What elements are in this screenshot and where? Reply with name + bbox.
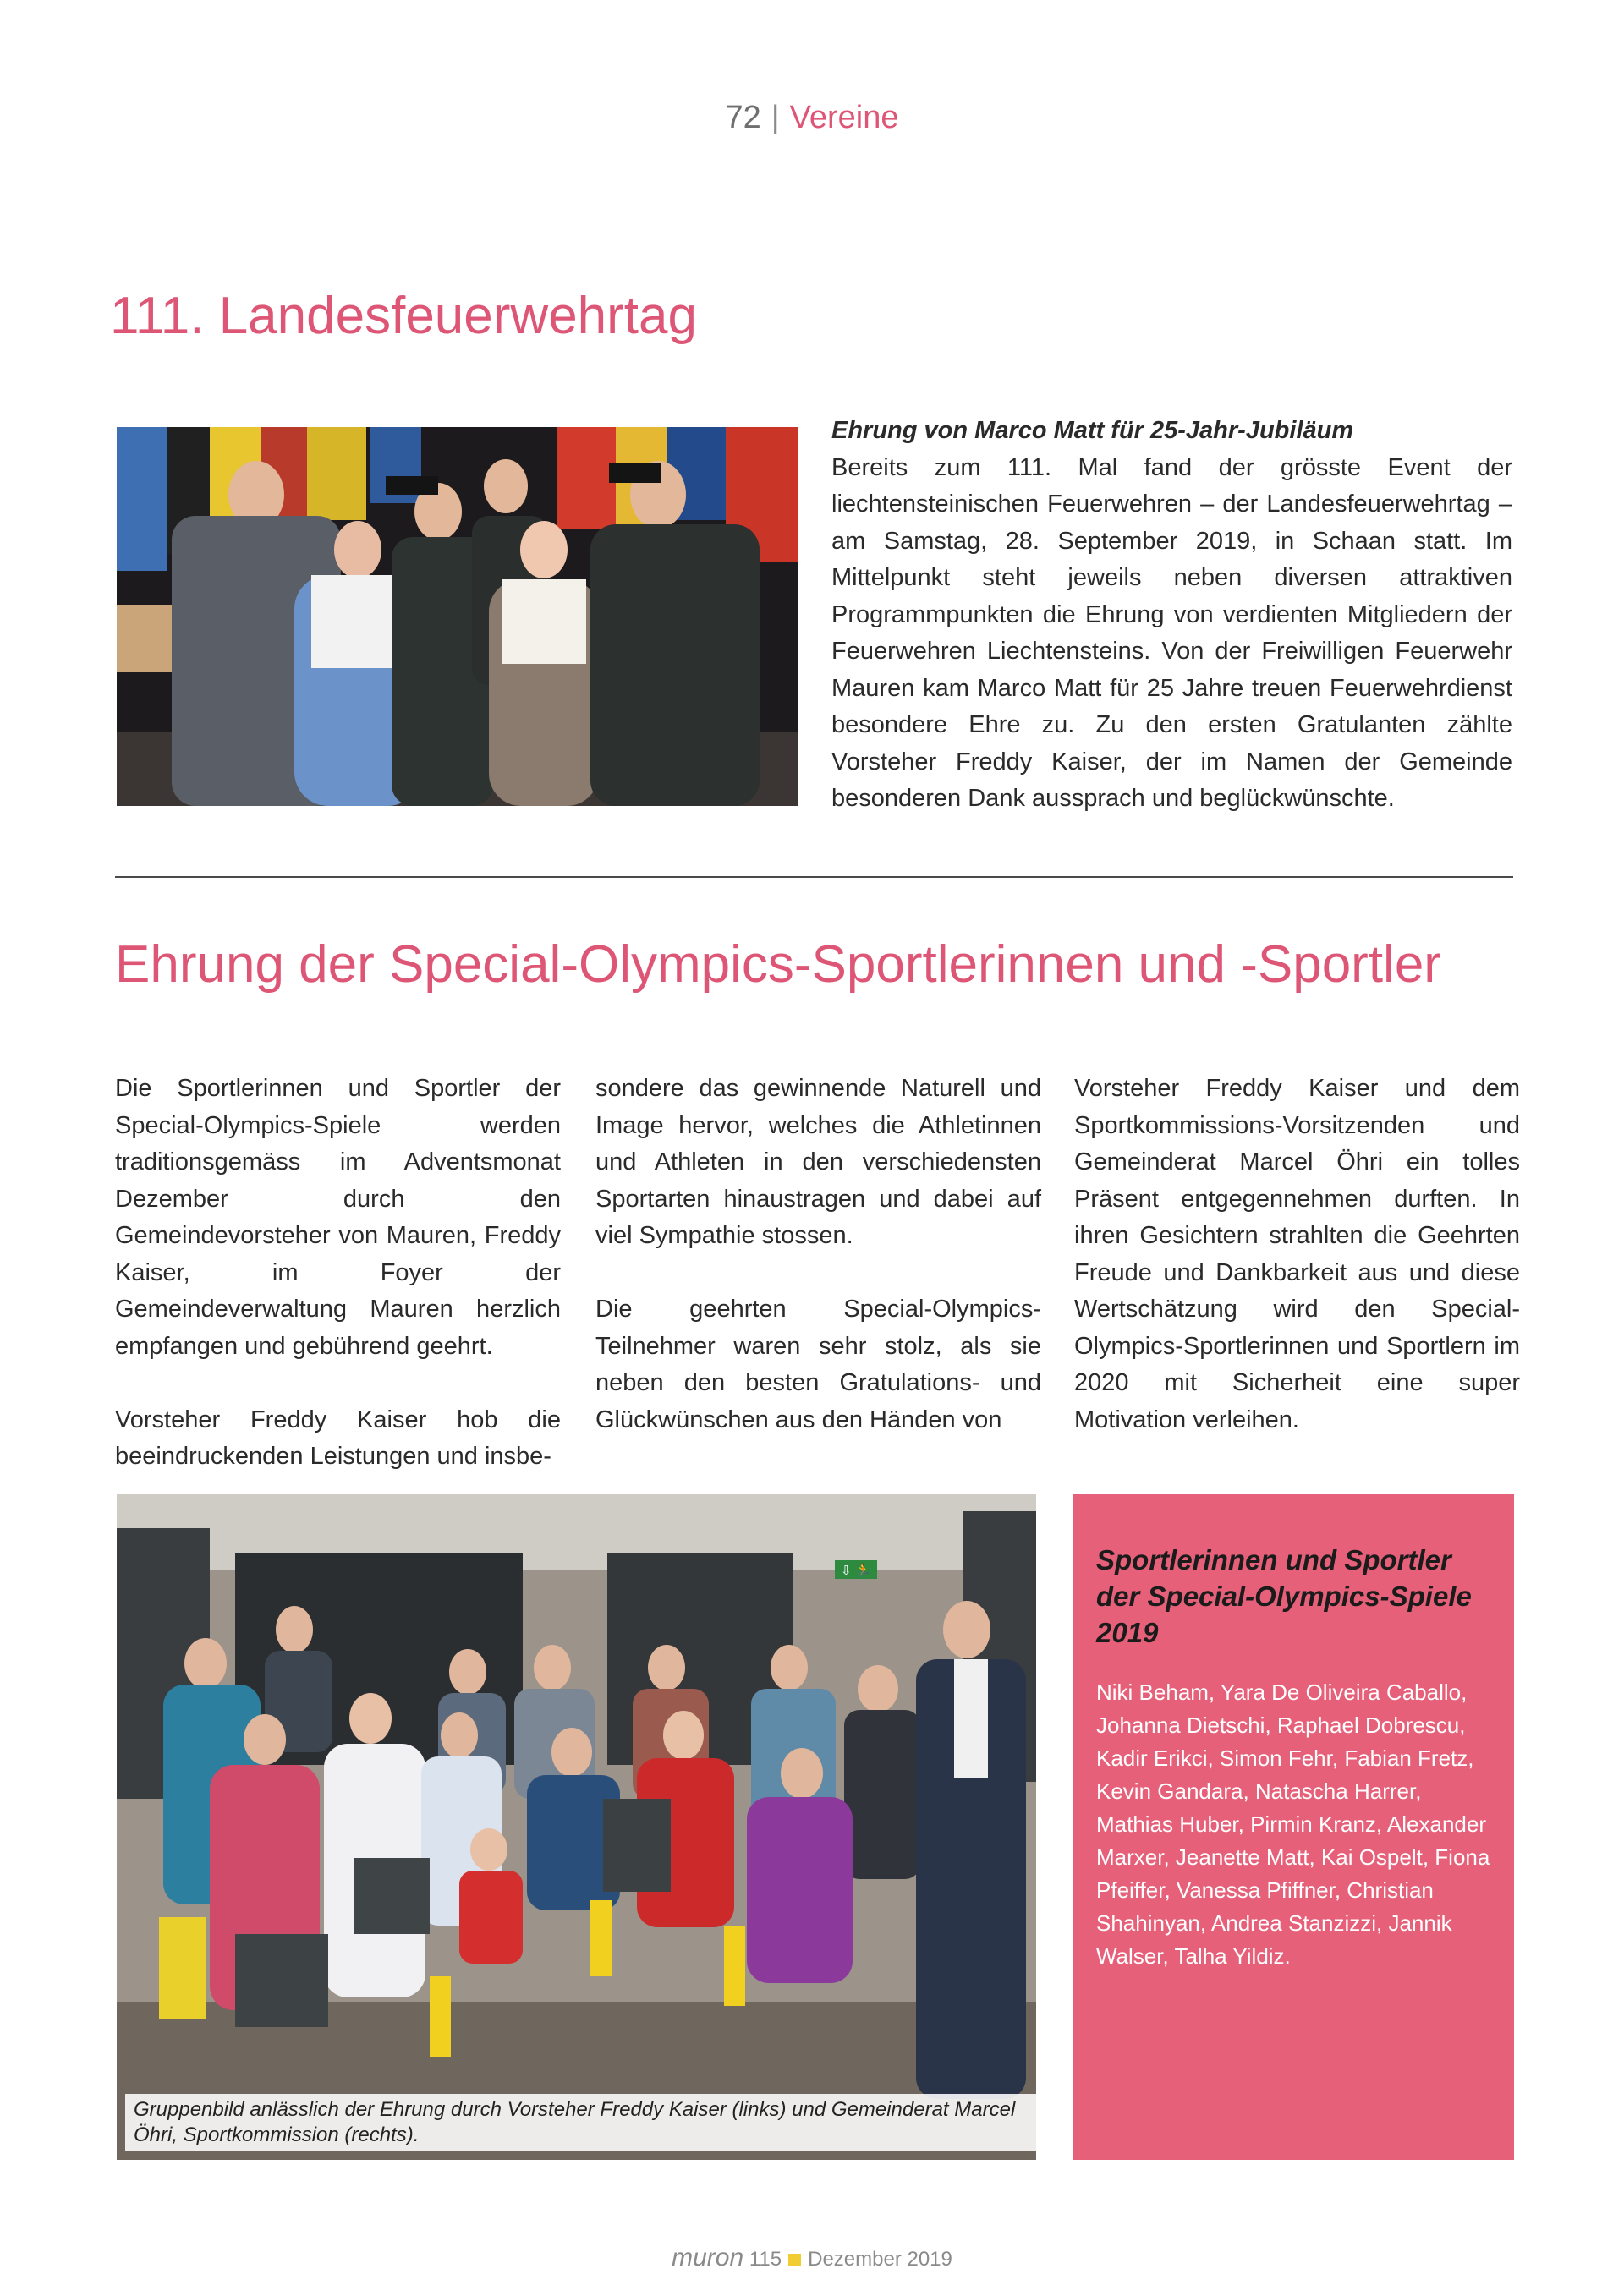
photo-caption: Gruppenbild anlässlich der Ehrung durch Vorsteher Freddy Kaiser (links) und Gemeinderat Marcel Öhri, Sportkommission (rechts).	[125, 2094, 1036, 2151]
issue-number: 115	[749, 2248, 782, 2271]
square-bullet-icon	[788, 2254, 801, 2266]
magazine-name: muron	[672, 2244, 744, 2271]
article2-paragraph: Die geehrten Special-Olympics-Teilnehmer waren sehr stolz, als sie neben den besten Gratulations- und Glückwünschen aus den Händen von	[595, 1296, 1041, 1433]
running-header	[0, 100, 1624, 136]
exit-sign: ⇩ 🏃	[840, 1563, 872, 1578]
article2-column-1	[115, 1071, 561, 1476]
page-footer	[0, 2244, 1624, 2272]
article2-paragraph: Die Sportlerinnen und Sportler der Special-Olympics-Spiele werden traditionsgemäss im Adventsmonat Dezember durch den Gemeindevorsteher von Mauren, Freddy Kaiser, im Foyer der Gemeindeverwaltung Mauren herzlich empfangen und gebührend geehrt.	[115, 1075, 561, 1360]
infobox-title: Sportlerinnen und Sportler der Special-Olympics-Spiele 2019	[1096, 1544, 1472, 1648]
photo-firefighters	[117, 427, 798, 806]
article2-column-3	[1074, 1071, 1520, 1438]
athlete-names: Niki Beham, Yara De Oliveira Caballo, Johanna Dietschi, Raphael Dobrescu, Kadir Erikci, Simon Fehr, Fabian Fretz, Kevin Gandara, Natascha Harrer, Mathias Huber, Pirmin Kranz, Alexander Marxer, Jeanette Matt, Kai Ospelt, Fiona Pfeiffer, Vanessa Pfiffner, Christian Shahinyan, Andrea Stanzizzi, Jannik Walser, Talha Yildiz.	[1096, 1680, 1490, 1969]
article2-paragraph: Vorsteher Freddy Kaiser und dem Sportkommissions-Vorsitzenden und Gemeinderat Marcel Öhri ein tolles Präsent entgegennehmen durften. In ihren Gesichtern strahlten die Geehrten Freude und Dankbarkeit aus und diese Wertschätzung wird den Special-Olympics-Sportlerinnen und Sportlern im 2020 mit Sicherheit eine super Motivation verleihen.	[1074, 1075, 1520, 1433]
header-separator: |	[771, 100, 780, 135]
article2-paragraph: Vorsteher Freddy Kaiser hob die beeindruckenden Leistungen und insbe-	[115, 1406, 561, 1470]
issue-date: Dezember 2019	[808, 2248, 952, 2271]
section-name: Vereine	[789, 100, 899, 135]
article2-column-2	[595, 1071, 1041, 1438]
page-number: 72	[725, 100, 761, 135]
athletes-infobox	[1073, 1494, 1514, 2160]
article2-paragraph: sondere das gewinnende Naturell und Image hervor, welches die Athletinnen und Athleten in den verschiedensten Sportarten hinaustragen und dabei auf viel Sympathie stossen.	[595, 1075, 1041, 1249]
article1-subtitle: Ehrung von Marco Matt für 25-Jahr-Jubiläum	[831, 417, 1354, 444]
photo-group-special-olympics	[117, 1494, 1036, 2160]
article1-body: Bereits zum 111. Mal fand der grösste Event der liechtensteinischen Feuerwehren – der Landesfeuerwehrtag – am Samstag, 28. September 2019, in Schaan statt. Im Mittelpunkt steht jeweils neben diversen attraktiven Programmpunkten die Ehrung von verdienten Mitgliedern der Feuerwehren Liechtensteins. Von der Freiwilligen Feuerwehr Mauren kam Marco Matt für 25 Jahre treuen Feuerwehrdienst besondere Ehre zu. Zu den ersten Gratulanten zählte Vorsteher Freddy Kaiser, der im Namen der Gemeinde besonderen Dank aussprach und beglückwünschte.	[831, 453, 1512, 812]
article2-title: Ehrung der Special-Olympics-Sportlerinnen und -Sportler	[115, 935, 1441, 994]
section-divider	[115, 876, 1513, 878]
article1-title: 111. Landesfeuerwehrtag	[110, 287, 697, 345]
article1-text	[831, 413, 1512, 818]
